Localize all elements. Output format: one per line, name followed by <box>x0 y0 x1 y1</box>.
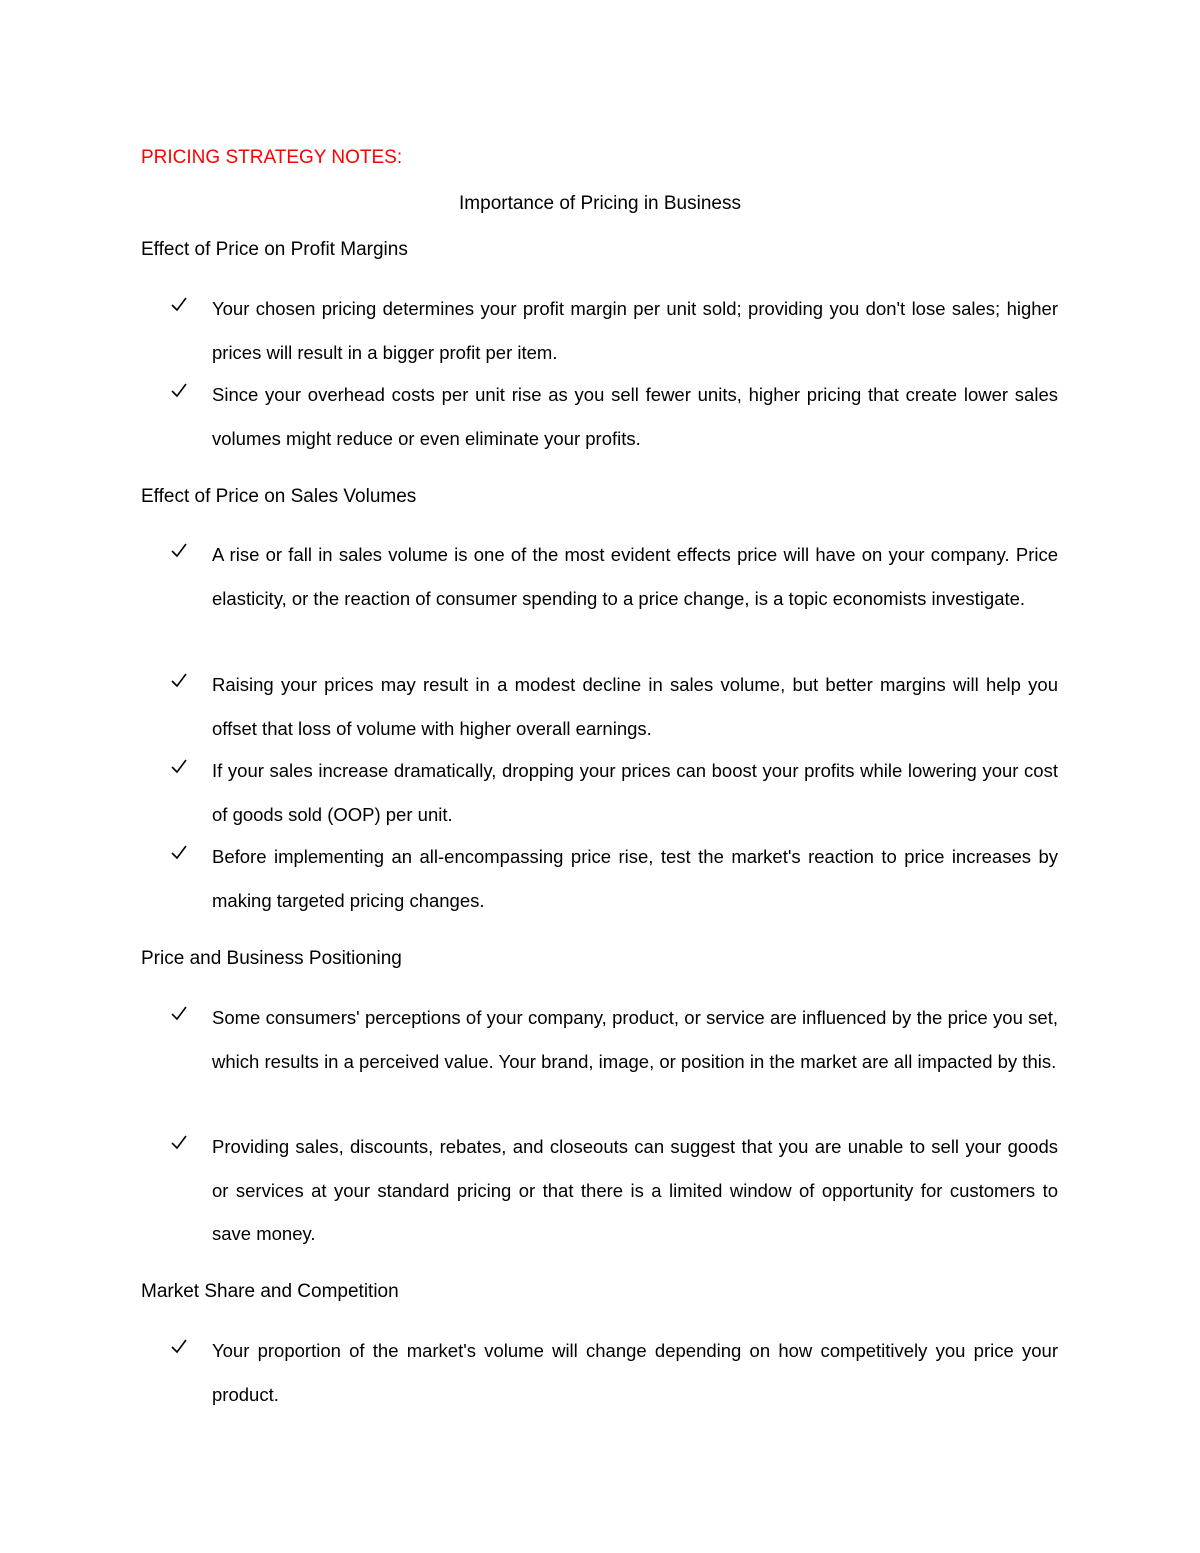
section-heading: Price and Business Positioning <box>141 948 402 969</box>
list-item-text: A rise or fall in sales volume is one of the most evident effects price will have on your company. Price elasticity, or the reaction of consumer spending to a price change, is a topic economists investigate. <box>212 544 1058 609</box>
list-item-text: Your chosen pricing determines your profit margin per unit sold; providing you don't lose sales; higher prices will result in a bigger profit per item. <box>212 298 1058 363</box>
list-item-text: If your sales increase dramatically, dropping your prices can boost your profits while lowering your cost of goods sold (OOP) per unit. <box>212 760 1058 825</box>
section-heading: Market Share and Competition <box>141 1281 399 1302</box>
checkmark-icon <box>170 843 188 861</box>
checkmark-icon <box>170 541 188 559</box>
document-title: PRICING STRATEGY NOTES: <box>141 147 403 168</box>
checkmark-icon <box>170 295 188 313</box>
section-heading: Effect of Price on Sales Volumes <box>141 486 417 507</box>
checkmark-icon <box>170 1004 188 1022</box>
checkmark-icon <box>170 1133 188 1151</box>
list-item-text: Since your overhead costs per unit rise as you sell fewer units, higher pricing that create lower sales volumes might reduce or even eliminate your profits. <box>212 384 1058 449</box>
list-item-text: Providing sales, discounts, rebates, and closeouts can suggest that you are unable to sell your goods or services at your standard pricing or that there is a limited window of opportunity for customers to save money. <box>212 1136 1058 1244</box>
checkmark-icon <box>170 1337 188 1355</box>
checkmark-icon <box>170 757 188 775</box>
list-item-text: Your proportion of the market's volume will change depending on how competitively you price your product. <box>212 1340 1058 1405</box>
list-item-text: Some consumers' perceptions of your company, product, or service are influenced by the price you set, which results in a perceived value. Your brand, image, or position in the market are all impacted by this. <box>212 1007 1058 1072</box>
document-subtitle: Importance of Pricing in Business <box>459 193 741 214</box>
list-item-text: Before implementing an all-encompassing price rise, test the market's reaction to price increases by making targeted pricing changes. <box>212 846 1058 911</box>
list-item-text: Raising your prices may result in a modest decline in sales volume, but better margins will help you offset that loss of volume with higher overall earnings. <box>212 674 1058 739</box>
section-heading: Effect of Price on Profit Margins <box>141 239 408 260</box>
checkmark-icon <box>170 671 188 689</box>
checkmark-icon <box>170 381 188 399</box>
